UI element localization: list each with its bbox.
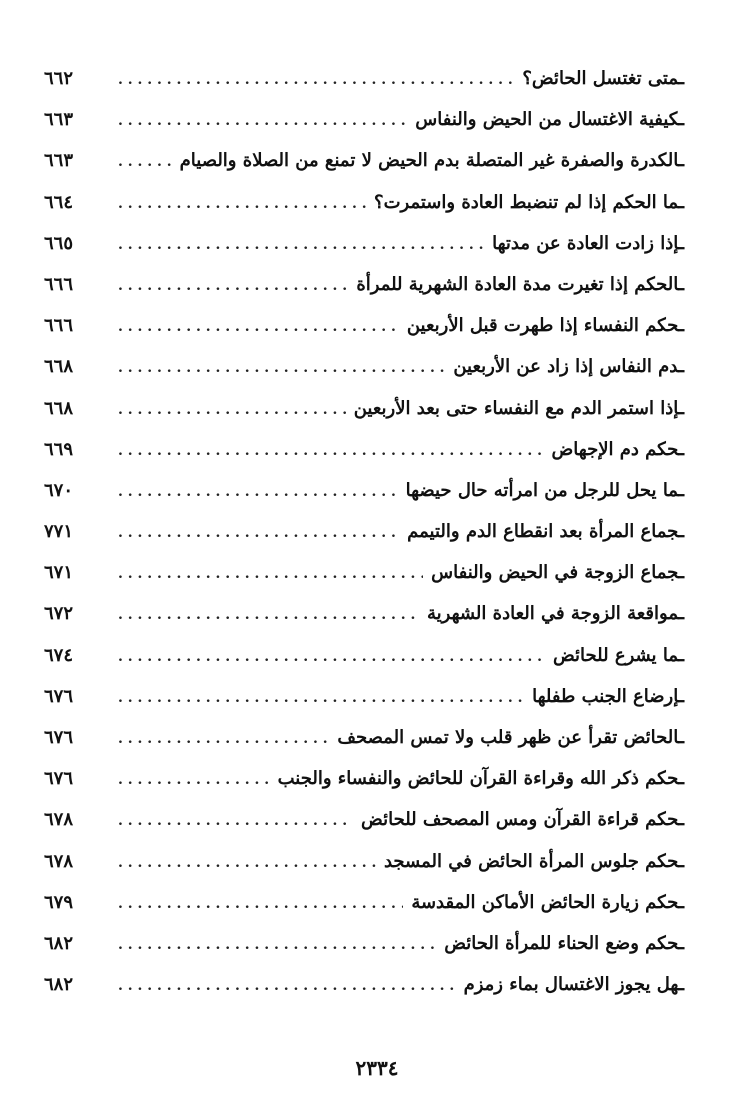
dot-leader bbox=[118, 360, 445, 376]
toc-entry bbox=[44, 892, 684, 933]
toc-entry-page: ٦٦٦ bbox=[44, 315, 74, 337]
dot-leader bbox=[118, 690, 524, 706]
toc-entry-title: ـالحكم إذا تغيرت مدة العادة الشهرية للمرأة bbox=[356, 273, 684, 295]
toc-entry-title: ـإذا استمر الدم مع النفساء حتى بعد الأربعين bbox=[353, 397, 684, 419]
toc-entry bbox=[44, 851, 684, 892]
toc-entry-title: ـحكم وضع الحناء للمرأة الحائض bbox=[444, 932, 684, 954]
toc-entry bbox=[44, 356, 684, 397]
dot-leader bbox=[118, 402, 346, 418]
toc-entry bbox=[44, 727, 684, 768]
toc-entry-page: ٧٧١ bbox=[44, 521, 74, 543]
toc-entry-page: ٦٦٥ bbox=[44, 232, 74, 254]
toc-entry-title: ـحكم جلوس المرأة الحائض في المسجد bbox=[383, 850, 684, 872]
dot-leader bbox=[118, 607, 419, 623]
toc-entry bbox=[44, 768, 684, 809]
toc-entry bbox=[44, 233, 684, 274]
toc-entry-title: ـكيفية الاغتسال من الحيض والنفاس bbox=[415, 109, 684, 131]
dot-leader bbox=[118, 72, 514, 88]
dot-leader bbox=[118, 855, 376, 871]
toc-entry-title: ـدم النفاس إذا زاد عن الأربعين bbox=[453, 356, 684, 378]
toc-entry-page: ٦٦٨ bbox=[44, 356, 74, 378]
toc-entry-title: ـمتى تغتسل الحائض؟ bbox=[522, 68, 684, 89]
toc-entry-title: ـجماع الزوجة في الحيض والنفاس bbox=[431, 562, 684, 584]
toc-entry bbox=[44, 974, 684, 1015]
dot-leader bbox=[118, 319, 399, 335]
toc-entry-page: ٦٦٢ bbox=[44, 68, 74, 89]
toc-entry-title: ـحكم دم الإجهاض bbox=[551, 438, 684, 460]
toc-entry-title: ـجماع المرأة بعد انقطاع الدم والتيمم bbox=[407, 521, 684, 543]
toc-entry-title: ـما يحل للرجل من امرأته حال حيضها bbox=[405, 479, 684, 501]
toc-entry-page: ٦٦٨ bbox=[44, 397, 74, 419]
toc-entry-title: ـحكم النفساء إذا طهرت قبل الأربعين bbox=[406, 315, 684, 337]
toc-entry-title: ـإرضاع الجنب طفلها bbox=[532, 685, 684, 707]
toc-entry-page: ٦٧٦ bbox=[44, 685, 74, 707]
dot-leader bbox=[118, 772, 270, 788]
dot-leader bbox=[118, 278, 348, 294]
toc-entry-page: ٦٧٨ bbox=[44, 850, 74, 872]
toc-entry-page: ٦٨٢ bbox=[44, 974, 74, 996]
toc-entry-page: ٦٧٦ bbox=[44, 768, 74, 790]
page-number: ٢٣٣٤ bbox=[355, 1056, 399, 1080]
toc-entry-page: ٦٧٢ bbox=[44, 603, 74, 625]
toc-entry bbox=[44, 521, 684, 562]
toc-entry-page: ٦٧٩ bbox=[44, 891, 74, 913]
toc-entry bbox=[44, 933, 684, 974]
dot-leader bbox=[118, 937, 436, 953]
dot-leader bbox=[118, 113, 407, 129]
toc-entry-title: ـما يشرع للحائض bbox=[552, 644, 684, 666]
toc-entry-title: ـهل يجوز الاغتسال بماء زمزم bbox=[463, 974, 684, 996]
toc-entry-page: ٦٦٣ bbox=[44, 150, 74, 172]
toc-entry bbox=[44, 398, 684, 439]
toc-entry-page: ٦٦٩ bbox=[44, 438, 74, 460]
toc-entry bbox=[44, 645, 684, 686]
dot-leader bbox=[118, 154, 172, 170]
toc-entry-page: ٦٦٦ bbox=[44, 273, 74, 295]
toc-entry-title: ـحكم قراءة القرآن ومس المصحف للحائض bbox=[361, 809, 684, 831]
toc-entry-title: ـمواقعة الزوجة في العادة الشهرية bbox=[426, 603, 684, 625]
dot-leader bbox=[118, 813, 353, 829]
toc-entry bbox=[44, 192, 684, 233]
toc-entry-page: ٦٧١ bbox=[44, 562, 74, 584]
toc-entry-title: ـالكدرة والصفرة غير المتصلة بدم الحيض لا تمنع من الصلاة والصيام bbox=[179, 150, 684, 172]
toc-entry bbox=[44, 315, 684, 356]
toc-entry bbox=[44, 274, 684, 315]
toc-entry-page: ٦٨٢ bbox=[44, 932, 74, 954]
toc-entry bbox=[44, 480, 684, 521]
dot-leader bbox=[118, 978, 456, 994]
table-of-contents bbox=[44, 68, 684, 1015]
toc-entry bbox=[44, 150, 684, 191]
dot-leader bbox=[118, 237, 484, 253]
toc-entry bbox=[44, 109, 684, 150]
toc-entry bbox=[44, 809, 684, 850]
dot-leader bbox=[118, 525, 399, 541]
toc-entry bbox=[44, 603, 684, 644]
toc-entry bbox=[44, 439, 684, 480]
toc-entry-title: ـحكم زيارة الحائض الأماكن المقدسة bbox=[411, 891, 684, 913]
toc-entry-page: ٦٦٤ bbox=[44, 191, 74, 213]
toc-entry bbox=[44, 686, 684, 727]
dot-leader bbox=[118, 731, 329, 747]
toc-entry bbox=[44, 68, 684, 109]
toc-entry-page: ٦٧٦ bbox=[44, 727, 74, 748]
dot-leader bbox=[118, 896, 403, 912]
toc-entry-page: ٦٧٨ bbox=[44, 809, 74, 831]
toc-entry-title: ـحكم ذكر الله وقراءة القرآن للحائض والنفساء والجنب bbox=[277, 768, 684, 790]
toc-entry-title: ـالحائض تقرأ عن ظهر قلب ولا تمس المصحف bbox=[337, 727, 684, 748]
toc-entry-page: ٦٦٣ bbox=[44, 109, 74, 131]
dot-leader bbox=[118, 196, 366, 212]
toc-entry-title: ـما الحكم إذا لم تنضبط العادة واستمرت؟ bbox=[374, 191, 684, 213]
dot-leader bbox=[118, 443, 544, 459]
toc-entry bbox=[44, 562, 684, 603]
dot-leader bbox=[118, 649, 545, 665]
toc-entry-page: ٦٧٤ bbox=[44, 644, 74, 666]
dot-leader bbox=[118, 484, 398, 500]
toc-entry-page: ٦٧٠ bbox=[44, 479, 74, 501]
dot-leader bbox=[118, 566, 423, 582]
toc-entry-title: ـإذا زادت العادة عن مدتها bbox=[492, 232, 684, 254]
